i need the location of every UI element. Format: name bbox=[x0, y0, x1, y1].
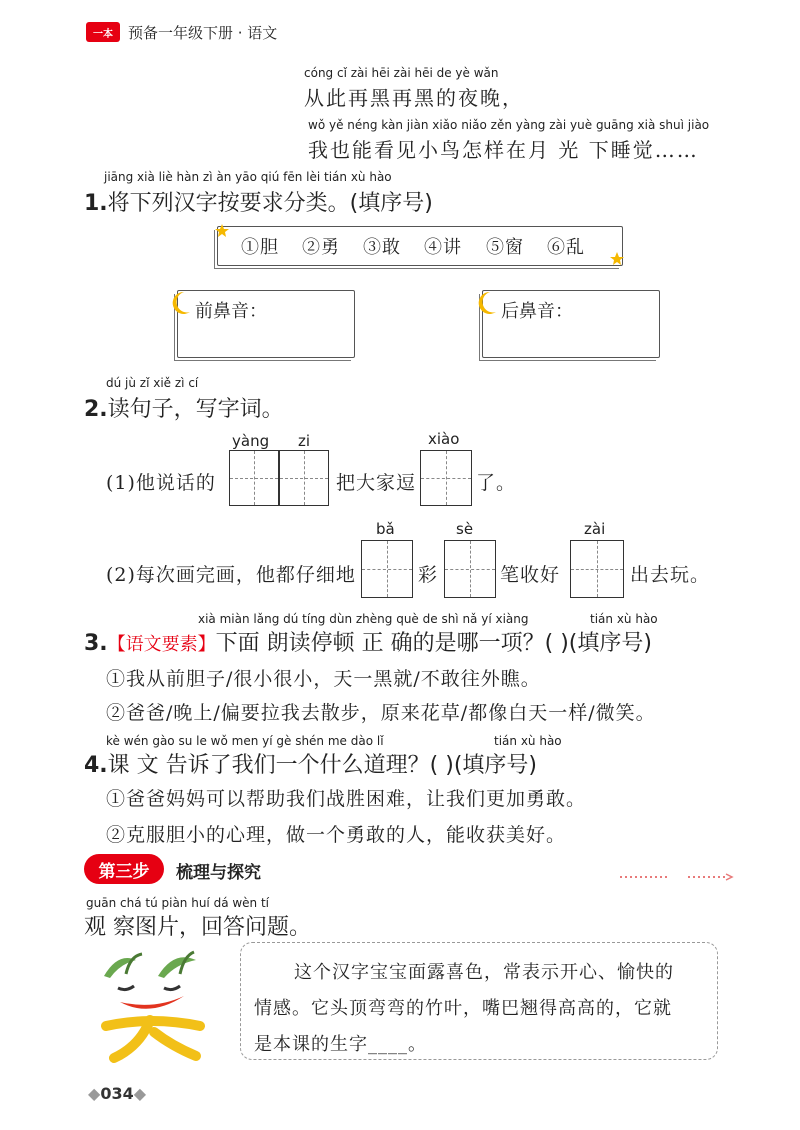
moon-icon bbox=[476, 290, 498, 316]
q2-title bbox=[84, 392, 284, 423]
q4-pinyin-tail: tián xù hào bbox=[494, 734, 562, 748]
option-4: ④讲 bbox=[424, 237, 462, 258]
q3-title bbox=[84, 626, 652, 657]
front-nasal-label: 前鼻音： bbox=[195, 301, 267, 322]
q4-title bbox=[84, 748, 537, 779]
s2-middle1: 彩 bbox=[418, 564, 439, 586]
q1-title bbox=[84, 186, 433, 217]
hint-text-2: 情感。它头顶弯弯的竹叶，嘴巴翘得高高的，它就 bbox=[254, 998, 672, 1019]
q3-pinyin: xià miàn lǎng dú tíng dùn zhèng què de shì nǎ yí xiàng bbox=[198, 612, 529, 626]
step3-title: 梳理与探究 bbox=[176, 863, 261, 883]
s2-middle2: 笔收好 bbox=[500, 564, 561, 586]
book-title: 预备一年级下册 · 语文 bbox=[128, 24, 278, 42]
option-5: ⑤窗 bbox=[486, 237, 524, 258]
option-2: ②勇 bbox=[302, 237, 340, 258]
s1-middle: 把大家逗 bbox=[336, 472, 417, 494]
q2-pinyin: dú jù zǐ xiě zì cí bbox=[106, 376, 199, 390]
s2-prefix: (2)每次画完画，他都仔细地 bbox=[106, 564, 356, 586]
writing-grid[interactable] bbox=[229, 450, 279, 506]
writing-grid[interactable] bbox=[279, 450, 329, 506]
q3-option-1: ①我从前胆子/很小很小，天一黑就/不敢往外瞧。 bbox=[106, 668, 541, 690]
q4-option-1: ①爸爸妈妈可以帮助我们战胜困难，让我们更加勇敢。 bbox=[106, 788, 587, 810]
character-illustration bbox=[96, 946, 208, 1064]
q3-pinyin-tail: tián xù hào bbox=[590, 612, 658, 626]
poem-line1-pinyin: cóng cǐ zài hēi zài hēi de yè wǎn bbox=[304, 66, 499, 80]
option-1: ①胆 bbox=[241, 237, 279, 258]
q1-number: 1. bbox=[84, 191, 108, 216]
back-nasal-label: 后鼻音： bbox=[501, 301, 573, 322]
pinyin-zai: zài bbox=[584, 520, 606, 538]
q1-pinyin: jiāng xià liè hàn zì àn yāo qiú fēn lèi tián xù hào bbox=[104, 170, 392, 184]
option-3: ③敢 bbox=[363, 237, 401, 258]
q4-pinyin: kè wén gào su le wǒ men yí gè shén me dào lǐ bbox=[106, 734, 384, 748]
pinyin-ba: bǎ bbox=[376, 520, 395, 538]
q3-number: 3. bbox=[84, 631, 108, 656]
s1-suffix: 了。 bbox=[476, 472, 517, 494]
pinyin-yang: yàng bbox=[232, 432, 270, 450]
step3-instruction: 观 察图片，回答问题。 bbox=[84, 915, 311, 940]
option-6: ⑥乱 bbox=[547, 237, 585, 258]
q2-title-text: 读句子，写字词。 bbox=[107, 397, 284, 422]
writing-grid[interactable] bbox=[361, 540, 413, 598]
writing-grid[interactable] bbox=[420, 450, 472, 506]
s2-suffix: 出去玩。 bbox=[630, 564, 711, 586]
star-icon bbox=[610, 252, 624, 266]
writing-grid[interactable] bbox=[570, 540, 624, 598]
step3-badge: 第三步 bbox=[84, 854, 164, 884]
page-number: ◆034◆ bbox=[88, 1084, 147, 1103]
poem-line1: 从此再黑再黑的夜晚， bbox=[304, 86, 524, 110]
q4-option-2: ②克服胆小的心理，做一个勇敢的人，能收获美好。 bbox=[106, 824, 567, 846]
page-number-value: 034 bbox=[100, 1084, 134, 1103]
moon-icon bbox=[170, 290, 192, 316]
q1-title-text: 将下列汉字按要求分类。(填序号) bbox=[107, 191, 433, 216]
q4-number: 4. bbox=[84, 753, 108, 778]
hint-text-1: 这个汉字宝宝面露喜色，常表示开心、愉快的 bbox=[294, 962, 674, 983]
pinyin-zi: zi bbox=[298, 432, 311, 450]
star-icon bbox=[215, 224, 229, 238]
poem-line2-pinyin: wǒ yě néng kàn jiàn xiǎo niǎo zěn yàng zài yuè guāng xià shuì jiào bbox=[308, 118, 710, 132]
q2-number: 2. bbox=[84, 397, 108, 422]
dotted-divider bbox=[620, 872, 740, 882]
q4-title-text: 课 文 告诉了我们一个什么道理？( )(填序号) bbox=[107, 753, 537, 778]
poem-line2: 我也能看见小鸟怎样在月 光 下睡觉…… bbox=[308, 138, 699, 162]
hint-text-3: 是本课的生字____。 bbox=[254, 1034, 427, 1055]
pinyin-xiao: xiào bbox=[428, 430, 460, 448]
q3-title-text: 下面 朗读停顿 正 确的是哪一项？( )(填序号) bbox=[215, 631, 652, 656]
q3-option-2: ②爸爸/晚上/偏要拉我去散步，原来花草/都像白天一样/微笑。 bbox=[106, 702, 656, 724]
brand-logo: 一本 bbox=[86, 22, 120, 42]
s1-prefix: (1)他说话的 bbox=[106, 472, 216, 494]
q3-tag: 【语文要素】 bbox=[107, 634, 216, 655]
writing-grid[interactable] bbox=[444, 540, 496, 598]
pinyin-se: sè bbox=[456, 520, 474, 538]
step3-pinyin: guān chá tú piàn huí dá wèn tí bbox=[86, 896, 270, 910]
